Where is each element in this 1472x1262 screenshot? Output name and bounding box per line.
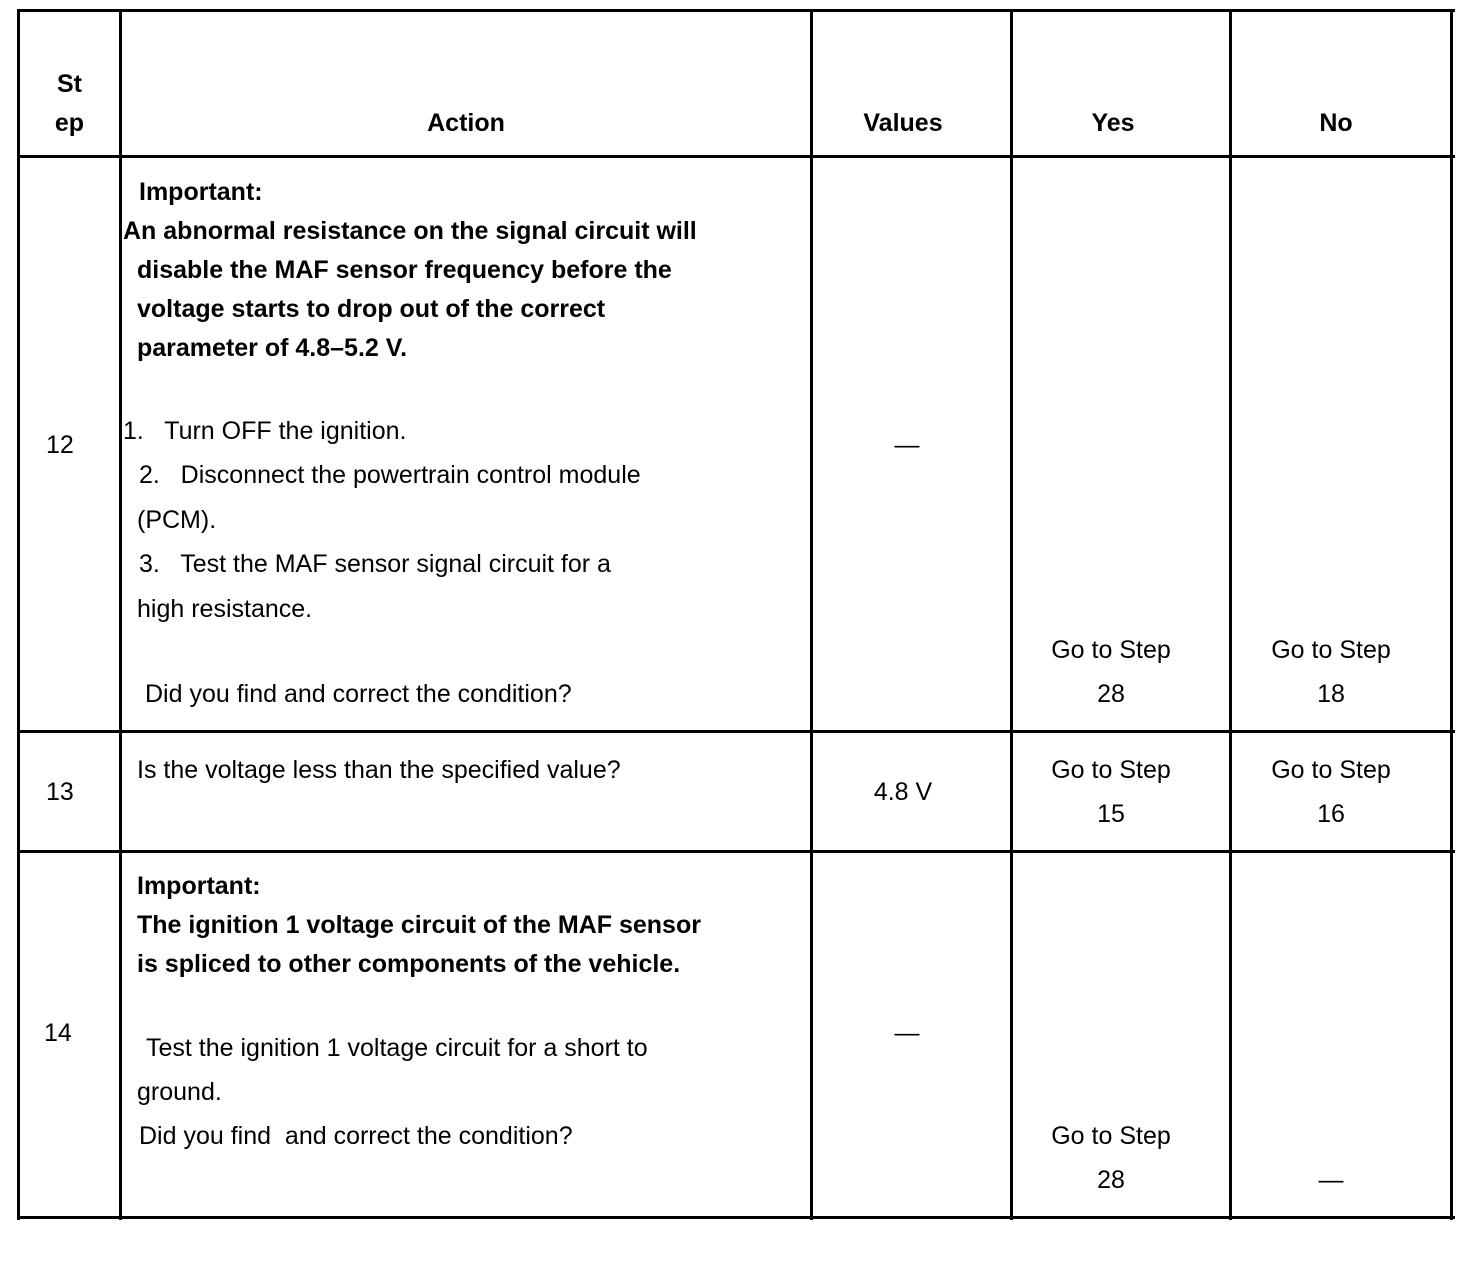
header-step-line1: St	[57, 70, 82, 98]
table-border-left	[17, 9, 20, 1220]
step-number: 12	[46, 431, 74, 459]
action-step-3-cont: high resistance.	[137, 595, 313, 623]
no-goto-label: Go to Step	[1271, 756, 1391, 784]
yes-goto-step: 28	[1097, 680, 1125, 708]
table-border-bottom	[17, 1216, 1455, 1219]
column-divider	[1010, 9, 1013, 1220]
header-step-line2: ep	[54, 109, 85, 137]
action-question: Did you find and correct the condition?	[139, 1122, 573, 1150]
column-divider	[1229, 9, 1232, 1220]
important-text-line: An abnormal resistance on the signal circuit will	[123, 217, 697, 245]
important-label: Important:	[137, 872, 261, 900]
no-value-cell: —	[1318, 1166, 1344, 1194]
action-step-3: 3. Test the MAF sensor signal circuit for a	[139, 550, 611, 578]
important-text-line: is spliced to other components of the vehicle.	[137, 950, 681, 978]
value-cell: 4.8 V	[873, 778, 933, 806]
value-cell: —	[894, 1019, 920, 1047]
no-goto-step: 18	[1317, 680, 1345, 708]
table-border-right	[1450, 9, 1453, 1220]
action-text-line: ground.	[137, 1078, 222, 1106]
action-step-2: 2. Disconnect the powertrain control module	[139, 461, 641, 489]
column-divider	[119, 9, 122, 1220]
action-text-line: Test the ignition 1 voltage circuit for a short to	[146, 1034, 648, 1062]
no-goto-label: Go to Step	[1271, 636, 1391, 664]
table-border-top	[17, 9, 1455, 12]
row-divider	[17, 850, 1455, 853]
yes-goto-label: Go to Step	[1051, 756, 1171, 784]
action-step-2-cont: (PCM).	[137, 506, 217, 534]
row-divider	[17, 730, 1455, 733]
header-values: Values	[863, 109, 943, 137]
important-text-line: voltage starts to drop out of the correct	[137, 295, 606, 323]
important-text-line: disable the MAF sensor frequency before the	[137, 256, 672, 284]
important-text-line: The ignition 1 voltage circuit of the MAF sensor	[137, 911, 701, 939]
action-question: Is the voltage less than the specified value?	[137, 756, 621, 784]
yes-goto-step: 28	[1097, 1166, 1125, 1194]
value-cell: —	[894, 431, 920, 459]
step-number: 13	[46, 778, 74, 806]
important-label: Important:	[139, 178, 263, 206]
header-action: Action	[427, 109, 505, 137]
step-number: 14	[44, 1019, 72, 1047]
header-yes: Yes	[1091, 109, 1135, 137]
header-no: No	[1319, 109, 1353, 137]
header-divider	[17, 155, 1455, 158]
yes-goto-step: 15	[1097, 800, 1125, 828]
action-question: Did you find and correct the condition?	[145, 680, 572, 708]
yes-goto-label: Go to Step	[1051, 636, 1171, 664]
yes-goto-label: Go to Step	[1051, 1122, 1171, 1150]
action-step-1: 1. Turn OFF the ignition.	[123, 417, 407, 445]
no-goto-step: 16	[1317, 800, 1345, 828]
important-text-line: parameter of 4.8–5.2 V.	[137, 334, 408, 362]
